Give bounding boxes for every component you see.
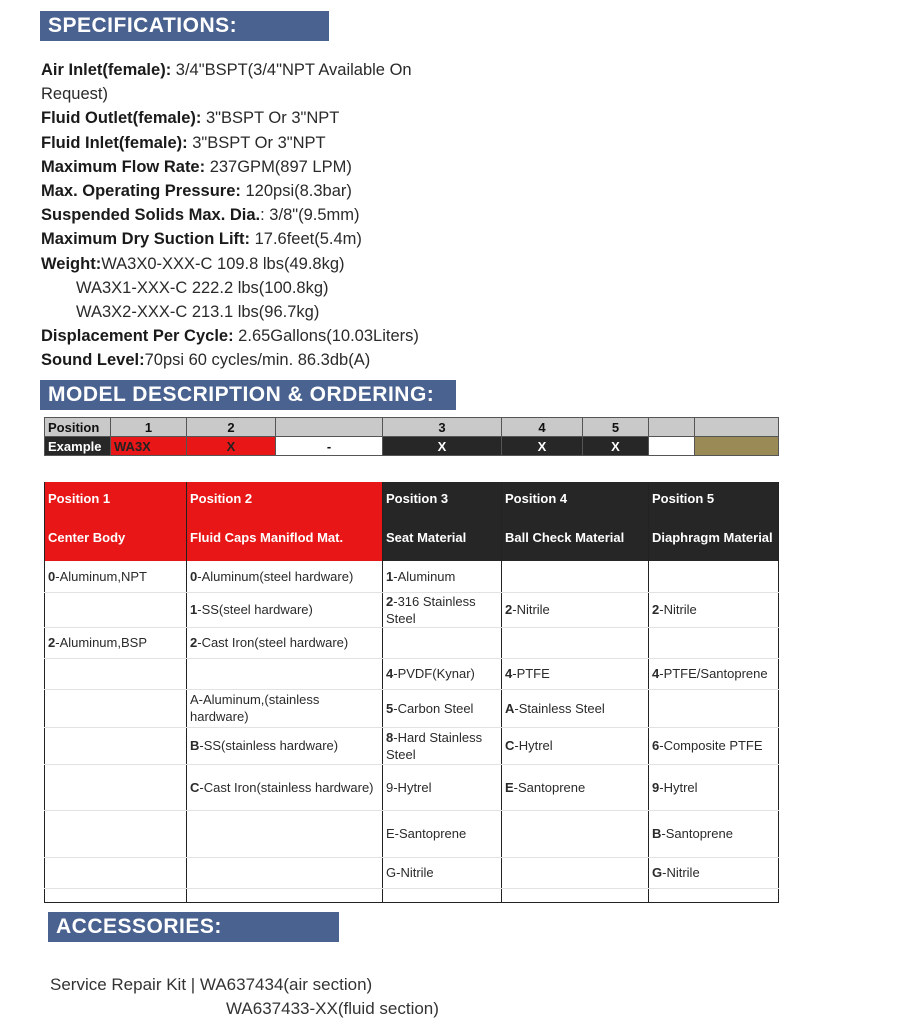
example-value: WA3X (111, 437, 187, 456)
table-cell (649, 857, 779, 888)
table-row (45, 658, 779, 689)
table-cell (383, 888, 502, 902)
option-text: -SS(stainless hardware) (199, 738, 339, 753)
option-code: 1 (386, 568, 394, 584)
table-cell (649, 627, 779, 658)
spec-label: Weight: (41, 254, 102, 273)
option-text: -Aluminum (393, 568, 456, 584)
table-cell (187, 857, 383, 888)
table-row (45, 627, 779, 658)
header-position: Position 1 (45, 482, 187, 514)
table-row (45, 689, 779, 727)
option-code: 8 (386, 729, 394, 745)
option-code: 5 (386, 700, 394, 716)
weight-row: WA3X1-XXX-C 222.2 lbs(100.8kg) (76, 278, 329, 297)
spec-label: Air Inlet(female): (41, 61, 172, 79)
table-cell (502, 888, 649, 902)
table-cell (502, 658, 649, 689)
option-text: -PTFE/Santoprene (659, 666, 768, 681)
spec-value: : 3/8"(9.5mm) (260, 206, 360, 225)
spec-value: 3"BSPT Or 3"NPT (201, 109, 340, 128)
example-value: - (276, 437, 383, 456)
spec-label: Fluid Outlet(female): (41, 109, 202, 128)
header-name: Ball Check Material (502, 514, 649, 561)
spec-label: Maximum Dry Suction Lift: (41, 230, 251, 249)
spec-row (41, 252, 561, 276)
header-position: Position 2 (187, 482, 383, 514)
option-text: -Cast Iron(stainless hardware) (199, 779, 374, 795)
table-cell (45, 764, 187, 810)
header-name: Center Body (45, 514, 187, 561)
option-text: G-Nitrile (386, 865, 434, 880)
position-number: 3 (383, 418, 502, 437)
table-cell (502, 764, 649, 810)
option-code: E (505, 779, 514, 795)
table-header-positions (45, 482, 779, 514)
option-text: -Santoprene (661, 826, 733, 841)
table-row (45, 727, 779, 764)
table-cell (383, 857, 502, 888)
spec-value: 3"BSPT Or 3"NPT (187, 133, 326, 152)
model-title: MODEL DESCRIPTION & ORDERING: (40, 380, 456, 410)
spec-value: 3/4"BSPT(3/4"NPT Available On (171, 61, 412, 79)
spec-row (41, 203, 561, 227)
accessories-title: ACCESSORIES: (48, 912, 339, 942)
example-value: X (383, 437, 502, 456)
option-code: 4 (652, 666, 660, 681)
table-cell (649, 764, 779, 810)
option-text: -Nitrile (662, 865, 700, 880)
header-position: Position 3 (383, 482, 502, 514)
table-row (45, 810, 779, 857)
table-cell (502, 592, 649, 627)
table-cell (383, 627, 502, 658)
accessories-text (50, 973, 439, 1021)
table-cell (187, 888, 383, 902)
table-cell (649, 689, 779, 727)
option-text: -Aluminum,NPT (55, 568, 147, 584)
option-text: -Carbon Steel (393, 700, 474, 716)
option-text: -PVDF(Kynar) (393, 666, 475, 681)
option-code: 4 (386, 666, 394, 681)
option-text: -316 Stainless Steel (386, 593, 476, 626)
option-code: 2 (505, 602, 513, 617)
table-cell (45, 592, 187, 627)
table-cell (383, 658, 502, 689)
option-text: A-Aluminum,(stainless hardware) (190, 692, 320, 724)
table-cell (45, 561, 187, 592)
spec-row (41, 131, 561, 155)
materials-table (44, 482, 779, 903)
spec-value: 17.6feet(5.4m) (250, 230, 362, 249)
table-cell (383, 727, 502, 764)
spec-row (41, 58, 561, 82)
spec-row (41, 179, 561, 203)
table-cell (649, 592, 779, 627)
spec-value: 70psi 60 cycles/min. 86.3db(A) (144, 351, 371, 370)
table-cell (649, 727, 779, 764)
spec-row (41, 155, 561, 179)
table-row-spacer (45, 888, 779, 902)
table-row (45, 857, 779, 888)
option-code: 2 (386, 593, 394, 609)
table-row (45, 592, 779, 627)
option-text: -Hytrel (514, 738, 553, 753)
option-text: -Santoprene (513, 779, 586, 795)
table-cell (502, 689, 649, 727)
table-cell (649, 810, 779, 857)
spec-label: Displacement Per Cycle: (41, 327, 234, 346)
spec-row (41, 227, 561, 251)
option-code: 4 (505, 666, 513, 681)
option-text: -Aluminum(steel hardware) (197, 568, 354, 584)
position-row (45, 418, 779, 437)
table-cell (187, 689, 383, 727)
example-value: X (187, 437, 276, 456)
option-text: -Hytrel (659, 779, 698, 795)
spec-value: 237GPM(897 LPM) (205, 157, 352, 176)
option-code: 0 (48, 568, 56, 584)
spec-value: Request) (41, 85, 108, 104)
table-cell (45, 689, 187, 727)
table-cell (502, 727, 649, 764)
header-name: Diaphragm Material (649, 514, 779, 561)
spec-row (41, 106, 561, 130)
table-cell (187, 727, 383, 764)
accessories-line: Service Repair Kit | WA637434(air section) (50, 975, 373, 994)
table-cell (383, 764, 502, 810)
spec-value: 120psi(8.3bar) (240, 182, 352, 201)
table-cell (45, 888, 187, 902)
table-cell (649, 888, 779, 902)
option-text: -Composite PTFE (659, 738, 763, 753)
example-row (45, 437, 779, 456)
position-label: Position (45, 418, 111, 437)
specifications-list (41, 58, 561, 373)
spec-value: WA3X0-XXX-C 109.8 lbs(49.8kg) (101, 254, 345, 273)
option-text: -Stainless Steel (514, 700, 605, 716)
option-text: -Cast Iron(steel hardware) (197, 635, 349, 650)
option-text: 9-Hytrel (386, 779, 432, 795)
option-code: C (190, 779, 200, 795)
table-cell (45, 857, 187, 888)
specifications-title: SPECIFICATIONS: (40, 11, 329, 41)
option-code: 2 (652, 602, 660, 617)
table-cell (502, 627, 649, 658)
table-cell (383, 810, 502, 857)
position-blank (276, 418, 383, 437)
table-cell (502, 857, 649, 888)
spec-label: Maximum Flow Rate: (41, 157, 206, 176)
table-cell (649, 561, 779, 592)
table-cell (45, 627, 187, 658)
option-code: 2 (48, 635, 56, 650)
table-cell (187, 592, 383, 627)
spec-label: Sound Level: (41, 351, 145, 370)
table-cell (187, 658, 383, 689)
position-blank (695, 418, 779, 437)
option-code: 2 (190, 635, 198, 650)
header-name: Fluid Caps Maniflod Mat. (187, 514, 383, 561)
table-cell (383, 689, 502, 727)
spec-row (41, 348, 561, 372)
option-text: -PTFE (512, 666, 550, 681)
weight-row: WA3X2-XXX-C 213.1 lbs(96.7kg) (76, 303, 320, 322)
table-cell (383, 592, 502, 627)
header-position: Position 5 (649, 482, 779, 514)
option-text: -SS(steel hardware) (197, 602, 313, 617)
spec-row (41, 82, 561, 106)
option-code: 1 (190, 602, 198, 617)
option-code: C (505, 738, 515, 753)
option-code: 0 (190, 568, 198, 584)
position-number: 5 (583, 418, 649, 437)
option-text: E-Santoprene (386, 826, 467, 841)
position-number: 1 (111, 418, 187, 437)
spec-value: 2.65Gallons(10.03Liters) (233, 327, 419, 346)
example-label: Example (45, 437, 111, 456)
header-name: Seat Material (383, 514, 502, 561)
option-code: 9 (652, 779, 660, 795)
option-text: -Aluminum,BSP (55, 635, 147, 650)
spec-label: Fluid Inlet(female): (41, 133, 188, 152)
example-value: X (583, 437, 649, 456)
example-blank (649, 437, 695, 456)
spec-label: Suspended Solids Max. Dia. (41, 206, 261, 225)
table-cell (383, 561, 502, 592)
option-text: -Hard Stainless Steel (386, 729, 483, 762)
option-code: A (505, 700, 515, 716)
spec-row (41, 324, 561, 348)
position-number: 2 (187, 418, 276, 437)
table-cell (649, 658, 779, 689)
option-code: B (190, 738, 200, 753)
option-text: -Nitrile (512, 602, 550, 617)
table-row (45, 764, 779, 810)
table-cell (502, 561, 649, 592)
option-text: -Nitrile (659, 602, 697, 617)
option-code: G (652, 865, 663, 880)
table-cell (187, 764, 383, 810)
option-code: 6 (652, 738, 660, 753)
accessories-line: WA637433-XX(fluid section) (226, 999, 439, 1018)
table-cell (187, 810, 383, 857)
table-cell (187, 627, 383, 658)
table-cell (187, 561, 383, 592)
position-number: 4 (502, 418, 583, 437)
example-swatch (695, 437, 779, 456)
spec-label: Max. Operating Pressure: (41, 182, 241, 201)
table-cell (502, 810, 649, 857)
table-cell (45, 810, 187, 857)
example-value: X (502, 437, 583, 456)
option-code: B (652, 826, 662, 841)
table-header-names (45, 514, 779, 561)
position-blank (649, 418, 695, 437)
table-row (45, 561, 779, 592)
table-cell (45, 658, 187, 689)
header-position: Position 4 (502, 482, 649, 514)
position-table (44, 417, 779, 456)
table-cell (45, 727, 187, 764)
